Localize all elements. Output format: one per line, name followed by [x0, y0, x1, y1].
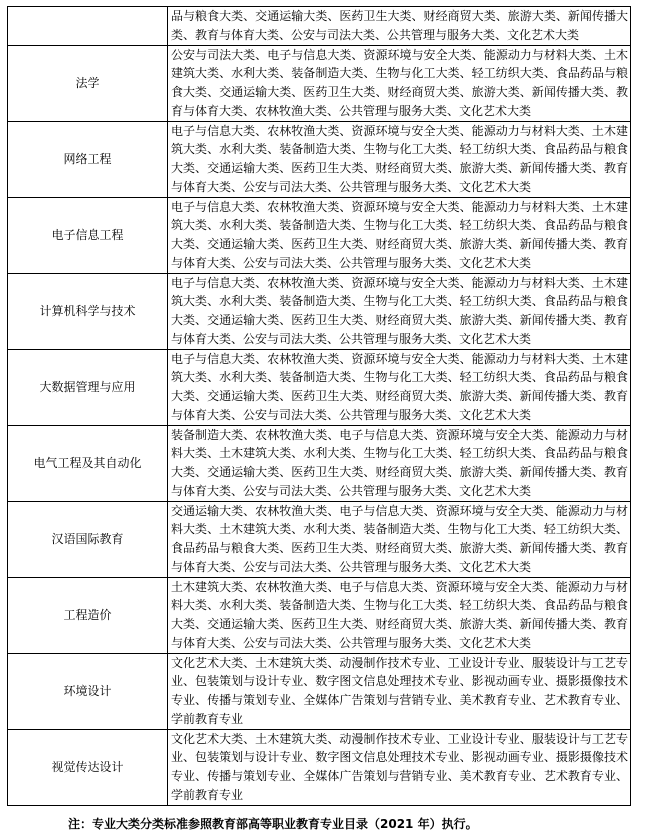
- footnote: 注：专业大类分类标准参照教育部高等职业教育专业目录（2021 年）执行。: [68, 817, 478, 831]
- major-name: [8, 7, 168, 46]
- major-name: 计算机科学与技术: [8, 273, 168, 349]
- major-name: 大数据管理与应用: [8, 349, 168, 425]
- major-name: 视觉传达设计: [8, 729, 168, 805]
- majors-table: [7, 6, 631, 806]
- table-row: [8, 349, 631, 425]
- major-name: 法学: [8, 45, 168, 121]
- allowed-categories: 电子与信息大类、农林牧渔大类、资源环境与安全大类、能源动力与材料大类、土木建筑大类、水利大类、装备制造大类、生物与化工大类、轻工纺织大类、食品药品与粮食大类、交通运输大类、医药卫生大类、财经商贸大类、旅游大类、新闻传播大类、教育与体育大类、公安与司法大类、公共管理与服务大类、文化艺术大类: [168, 273, 631, 349]
- table-row: [8, 653, 631, 729]
- table-row: [8, 45, 631, 121]
- table-row: [8, 577, 631, 653]
- allowed-categories: 装备制造大类、农林牧渔大类、电子与信息大类、资源环境与安全大类、能源动力与材料大类、土木建筑大类、水利大类、生物与化工大类、轻工纺织大类、食品药品与粮食大类、交通运输大类、医药卫生大类、财经商贸大类、旅游大类、新闻传播大类、教育与体育大类、公安与司法大类、公共管理与服务大类、文化艺术大类: [168, 425, 631, 501]
- allowed-categories: 电子与信息大类、农林牧渔大类、资源环境与安全大类、能源动力与材料大类、土木建筑大类、水利大类、装备制造大类、生物与化工大类、轻工纺织大类、食品药品与粮食大类、交通运输大类、医药卫生大类、财经商贸大类、旅游大类、新闻传播大类、教育与体育大类、公安与司法大类、公共管理与服务大类、文化艺术大类: [168, 121, 631, 197]
- table-row: [8, 7, 631, 46]
- major-name: 网络工程: [8, 121, 168, 197]
- table-row: [8, 729, 631, 805]
- allowed-categories: 电子与信息大类、农林牧渔大类、资源环境与安全大类、能源动力与材料大类、土木建筑大类、水利大类、装备制造大类、生物与化工大类、轻工纺织大类、食品药品与粮食大类、交通运输大类、医药卫生大类、财经商贸大类、旅游大类、新闻传播大类、教育与体育大类、公安与司法大类、公共管理与服务大类、文化艺术大类: [168, 197, 631, 273]
- major-name: 电子信息工程: [8, 197, 168, 273]
- allowed-categories: 土木建筑大类、农林牧渔大类、电子与信息大类、资源环境与安全大类、能源动力与材料大类、水利大类、装备制造大类、生物与化工大类、轻工纺织大类、食品药品与粮食大类、交通运输大类、医药卫生大类、财经商贸大类、旅游大类、新闻传播大类、教育与体育大类、公安与司法大类、公共管理与服务大类、文化艺术大类: [168, 577, 631, 653]
- table-row: [8, 425, 631, 501]
- allowed-categories: 交通运输大类、农林牧渔大类、电子与信息大类、资源环境与安全大类、能源动力与材料大类、土木建筑大类、水利大类、装备制造大类、生物与化工大类、轻工纺织大类、食品药品与粮食大类、医药卫生大类、财经商贸大类、旅游大类、新闻传播大类、教育与体育大类、公安与司法大类、公共管理与服务大类、文化艺术大类: [168, 501, 631, 577]
- allowed-categories: 公安与司法大类、电子与信息大类、资源环境与安全大类、能源动力与材料大类、土木建筑大类、水利大类、装备制造大类、生物与化工大类、轻工纺织大类、食品药品与粮食大类、交通运输大类、医药卫生大类、财经商贸大类、旅游大类、新闻传播大类、教育与体育大类、农林牧渔大类、公共管理与服务大类、文化艺术大类: [168, 45, 631, 121]
- table-row: [8, 273, 631, 349]
- allowed-categories: 电子与信息大类、农林牧渔大类、资源环境与安全大类、能源动力与材料大类、土木建筑大类、水利大类、装备制造大类、生物与化工大类、轻工纺织大类、食品药品与粮食大类、交通运输大类、医药卫生大类、财经商贸大类、旅游大类、新闻传播大类、教育与体育大类、公安与司法大类、公共管理与服务大类、文化艺术大类: [168, 349, 631, 425]
- major-name: 工程造价: [8, 577, 168, 653]
- major-name: 电气工程及其自动化: [8, 425, 168, 501]
- allowed-categories: 文化艺术大类、土木建筑大类、动漫制作技术专业、工业设计专业、服装设计与工艺专业、包装策划与设计专业、数字图文信息处理技术专业、影视动画专业、摄影摄像技术专业、传播与策划专业、全媒体广告策划与营销专业、美术教育专业、艺术教育专业、学前教育专业: [168, 653, 631, 729]
- table-row: [8, 121, 631, 197]
- table-row: [8, 501, 631, 577]
- table-row: [8, 197, 631, 273]
- allowed-categories: 文化艺术大类、土木建筑大类、动漫制作技术专业、工业设计专业、服装设计与工艺专业、包装策划与设计专业、数字图文信息处理技术专业、影视动画专业、摄影摄像技术专业、传播与策划专业、全媒体广告策划与营销专业、美术教育专业、艺术教育专业、学前教育专业: [168, 729, 631, 805]
- major-name: 汉语国际教育: [8, 501, 168, 577]
- major-name: 环境设计: [8, 653, 168, 729]
- allowed-categories: 品与粮食大类、交通运输大类、医药卫生大类、财经商贸大类、旅游大类、新闻传播大类、教育与体育大类、公安与司法大类、公共管理与服务大类、文化艺术大类: [168, 7, 631, 46]
